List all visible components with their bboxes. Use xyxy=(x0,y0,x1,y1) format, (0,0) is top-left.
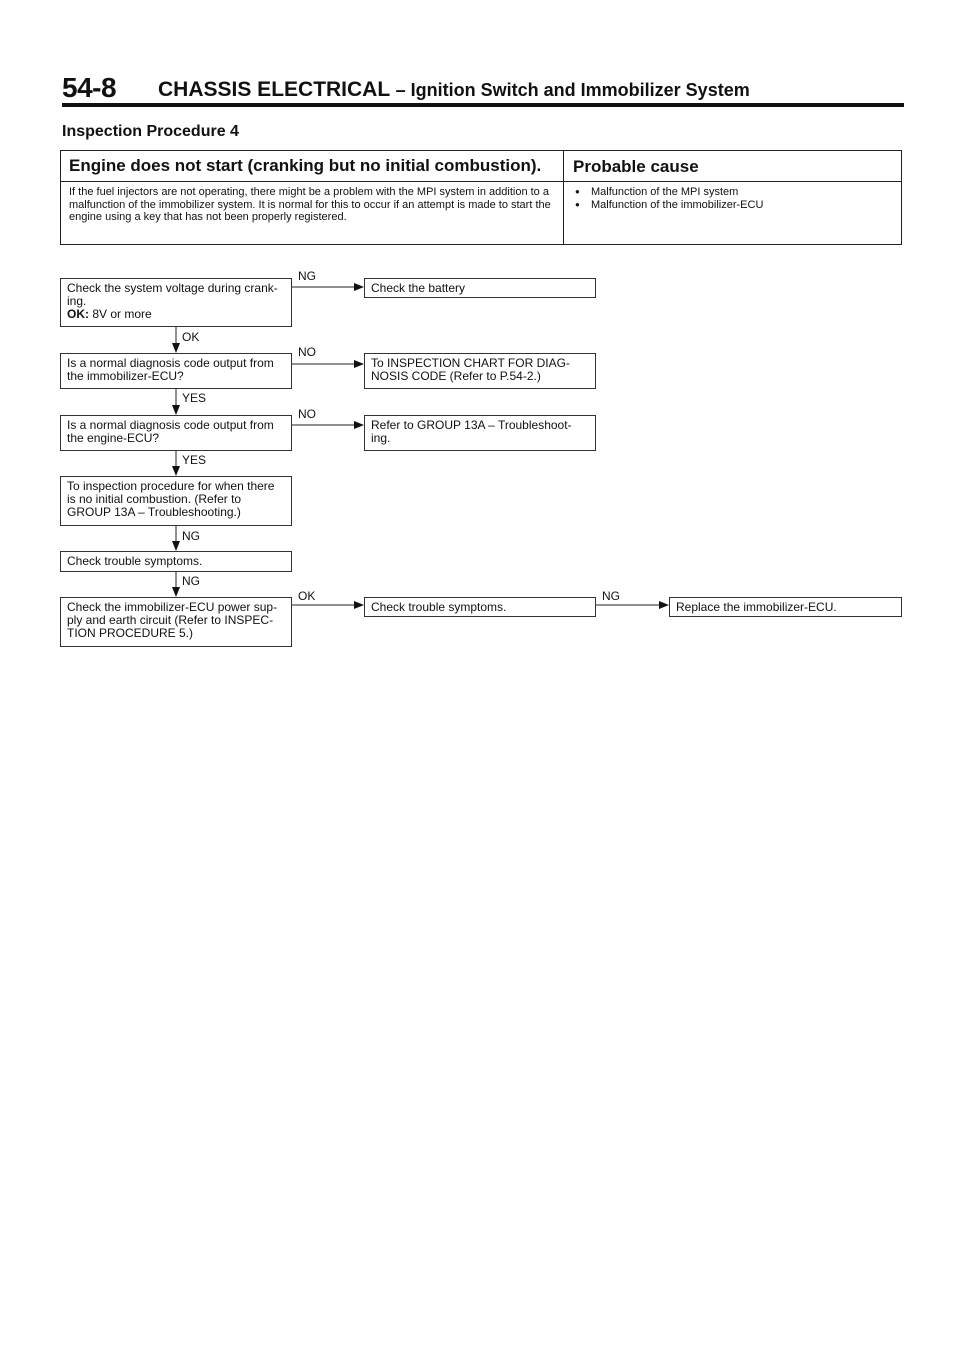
step1-criteria xyxy=(67,308,285,321)
label-yes: YES xyxy=(182,453,207,467)
label-ng: NG xyxy=(182,529,200,543)
step-check-battery xyxy=(364,278,596,298)
label-ng: NG xyxy=(298,269,316,283)
step2-text: Is a normal diagnosis code output from the immobilizer-ECU? xyxy=(67,356,274,383)
label-no: NO xyxy=(298,407,316,421)
probable-cause-title: Probable cause xyxy=(573,157,699,176)
step-refer-group-13a xyxy=(364,415,596,451)
inspection-chart-text: To INSPECTION CHART FOR DIAG-NOSIS CODE (Refer to P.54-2.) xyxy=(371,356,570,383)
step4-text: To inspection procedure for when there is no initial combustion. (Refer to GROUP 13A – Troubleshooting.) xyxy=(67,479,275,519)
symptom-title: Engine does not start (cranking but no initial combustion). xyxy=(69,156,542,175)
section-title-main: CHASSIS ELECTRICAL xyxy=(158,78,390,101)
step1-text: Check the system voltage during crank-ing. xyxy=(67,281,278,308)
step7-text: Check trouble symptoms. xyxy=(371,600,507,614)
refer-group-text: Refer to GROUP 13A – Troubleshoot-ing. xyxy=(371,418,572,445)
cause-item: ● Malfunction of the MPI system xyxy=(573,186,763,199)
step-initial-combustion-procedure xyxy=(60,476,292,526)
label-no: NO xyxy=(298,345,316,359)
step3-text: Is a normal diagnosis code output from the engine-ECU? xyxy=(67,418,274,445)
page-number: 54-8 xyxy=(62,72,117,103)
label-ok: OK xyxy=(182,330,200,344)
step-check-system-voltage xyxy=(60,278,292,327)
procedure-title: Inspection Procedure 4 xyxy=(62,123,239,140)
step-check-trouble-symptoms-2 xyxy=(364,597,596,617)
step-check-trouble-symptoms xyxy=(60,551,292,572)
step-inspection-chart xyxy=(364,353,596,389)
label-ng: NG xyxy=(602,589,620,603)
label-yes: YES xyxy=(182,391,207,405)
symptom-description: If the fuel injectors are not operating, there might be a problem with the MPI system in addition to a malfunction of the immobilizer system. It is normal for this to occur if an attempt is made to start the engine using a key that has not been properly registered. xyxy=(69,186,551,223)
step-engine-ecu-diagnosis xyxy=(60,415,292,451)
step-immobilizer-diagnosis xyxy=(60,353,292,389)
cause-item: ● Malfunction of the immobilizer-ECU xyxy=(573,199,763,212)
step6-text: Check the immobilizer-ECU power sup-ply and earth circuit (Refer to INSPEC-TION PROCEDURE 5.) xyxy=(67,600,278,640)
step-replace-immobilizer-ecu xyxy=(669,597,902,617)
step-check-power-supply xyxy=(60,597,292,647)
label-ng: NG xyxy=(182,574,200,588)
ok-label: OK: xyxy=(67,307,89,321)
replace-text: Replace the immobilizer-ECU. xyxy=(676,600,837,614)
step5-text: Check trouble symptoms. xyxy=(67,554,203,568)
ok-value: 8V or more xyxy=(92,307,152,321)
label-ok: OK xyxy=(298,589,316,603)
check-battery-text: Check the battery xyxy=(371,281,466,295)
section-subtitle: – Ignition Switch and Immobilizer System xyxy=(395,80,750,100)
